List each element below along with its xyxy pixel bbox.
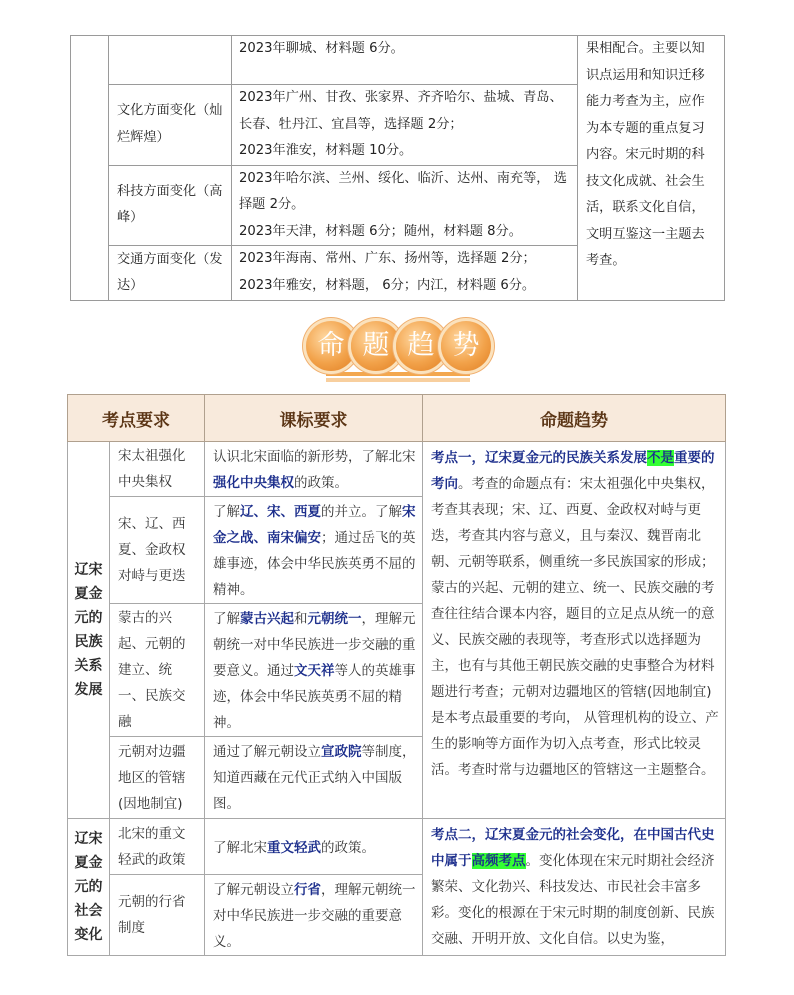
standard-frontier: 通过了解元朝设立宣政院等制度，知道西藏在元代正式纳入中国版图。 bbox=[205, 737, 423, 819]
exam-record-cell bbox=[232, 246, 578, 301]
banner-ribbon bbox=[326, 378, 470, 382]
trend-point-one: 考点一，辽宋夏金元的民族关系发展不是重要的考向。考查的命题点有：宋太祖强化中央集权，考查其表现；宋、辽、西夏、金政权对峙与更迭，考查其内容与意义，且与秦汉、魏晋南北朝、元朝等联系，侧重统一多民族国家的形成；蒙古的兴起、元朝的建立、统一、民族交融的考查往往结合课本内容，题目的立足点从统一的意义、民族交融的表现等，考查形式以选择题为主，也有与其他王朝民族交融的史事整合为材料题进行考查；元朝对边疆地区的管辖(因地制宜)是本考点最重要的考向， 从管理机构的设立、产生的影响等方面作为切入点考查，形式比较灵活。考查时常与边疆地区的管辖这一主题整合。 bbox=[423, 442, 726, 819]
highlight: 高频考点 bbox=[471, 853, 526, 869]
banner-coin: 命 bbox=[306, 321, 356, 371]
subject-centralization: 宋太祖强化中央集权 bbox=[110, 442, 205, 497]
exam-record-text: 2023年聊城、材料题 6分。 bbox=[239, 41, 404, 56]
blank-category-cell bbox=[71, 36, 109, 301]
exam-record-cell bbox=[232, 165, 578, 246]
advice-line: 文明互鉴这一主题去 bbox=[586, 226, 705, 242]
standard-confrontation: 了解辽、宋、西夏的并立。了解宋金之战、南宋偏安；通过岳飞的英雄事迹，体会中华民族英勇不屈的精神。 bbox=[205, 497, 423, 604]
advice-line: 技文化成就、社会生 bbox=[586, 173, 705, 189]
proposition-trend-table bbox=[67, 394, 726, 956]
header-trend: 命题趋势 bbox=[423, 395, 726, 442]
banner-coin: 题 bbox=[351, 321, 401, 371]
exam-line: 2023年天津，材料题 6分；随州，材料题 8分。 bbox=[239, 223, 522, 239]
exam-line: 2023年海南、常州、广东、扬州等，选择题 2分； bbox=[239, 251, 536, 266]
subject-frontier: 元朝对边疆地区的管辖(因地制宜) bbox=[110, 737, 205, 819]
exam-line: 2023年雅安，材料题， 6分；内江，材料题 6分。 bbox=[239, 277, 536, 293]
subject-culture: 文化方面变化（灿烂辉煌） bbox=[109, 85, 232, 166]
subject-transport: 交通方面变化（发达） bbox=[109, 246, 232, 301]
advice-line: 为本专题的重点复习 bbox=[586, 120, 705, 136]
header-curriculum: 课标要求 bbox=[205, 395, 423, 442]
standard-centralization: 认识北宋面临的新形势，了解北宋强化中央集权的政策。 bbox=[205, 442, 423, 497]
advice-line: 内容。宋元时期的科 bbox=[586, 147, 705, 162]
exam-line: 2023年广州、甘孜、张家界、齐齐哈尔、盐城、青岛、 bbox=[239, 90, 563, 105]
advice-line: 考查。 bbox=[586, 253, 626, 268]
subject-civil-over-military: 北宋的重文轻武的政策 bbox=[110, 819, 205, 875]
exam-line: 2023年哈尔滨、兰州、绥化、临沂、达州、南充等， 选 bbox=[239, 170, 567, 186]
exam-line: 长春、牡丹江、宜昌等，选择题 2分； bbox=[239, 116, 463, 132]
section-banner bbox=[306, 317, 490, 380]
exam-record-cell bbox=[232, 85, 578, 166]
blank-subject-cell bbox=[109, 36, 232, 85]
header-exam-points: 考点要求 bbox=[68, 395, 205, 442]
category-social-change: 辽宋夏金元的社会变化 bbox=[68, 819, 110, 956]
subject-province-system: 元朝的行省制度 bbox=[110, 875, 205, 956]
exam-line: 择题 2分。 bbox=[239, 197, 305, 212]
subject-mongol-yuan: 蒙古的兴起、元朝的建立、统一、民族交融 bbox=[110, 604, 205, 737]
exam-record-cell bbox=[232, 36, 578, 85]
advice-line: 识点运用和知识迁移 bbox=[586, 67, 705, 83]
category-ethnic-relations: 辽宋夏金元的民族关系发展 bbox=[68, 442, 110, 819]
banner-coin: 趋 bbox=[396, 321, 446, 371]
standard-mongol-yuan: 了解蒙古兴起和元朝统一，理解元朝统一对中华民族进一步交融的重要意义。通过文天祥等人的英雄事迹，体会中华民族英勇不屈的精神。 bbox=[205, 604, 423, 737]
standard-province-system: 了解元朝设立行省，理解元朝统一对中华民族进一步交融的重要意义。 bbox=[205, 875, 423, 956]
subject-technology: 科技方面变化（高峰） bbox=[109, 165, 232, 246]
advice-line: 能力考查为主，应作 bbox=[586, 94, 705, 109]
exam-history-table bbox=[70, 35, 725, 301]
subject-confrontation: 宋、辽、西夏、金政权对峙与更迭 bbox=[110, 497, 205, 604]
standard-civil-over-military: 了解北宋重文轻武的政策。 bbox=[205, 819, 423, 875]
banner-ribbon bbox=[326, 372, 470, 376]
trend-point-two: 考点二，辽宋夏金元的社会变化，在中国古代史中属于高频考点。变化体现在宋元时期社会经济繁荣、文化勃兴、科技发达、市民社会丰富多彩。变化的根源在于宋元时期的制度创新、民族交融、开明开放、文化自信。以史为鉴， bbox=[423, 819, 726, 956]
exam-line: 2023年淮安，材料题 10分。 bbox=[239, 143, 413, 158]
advice-line: 活，联系文化自信， bbox=[586, 200, 705, 215]
banner-coin: 势 bbox=[441, 321, 491, 371]
review-advice-cell bbox=[578, 36, 725, 301]
highlight: 不是 bbox=[647, 450, 674, 466]
advice-line: 果相配合。主要以知 bbox=[586, 41, 705, 56]
